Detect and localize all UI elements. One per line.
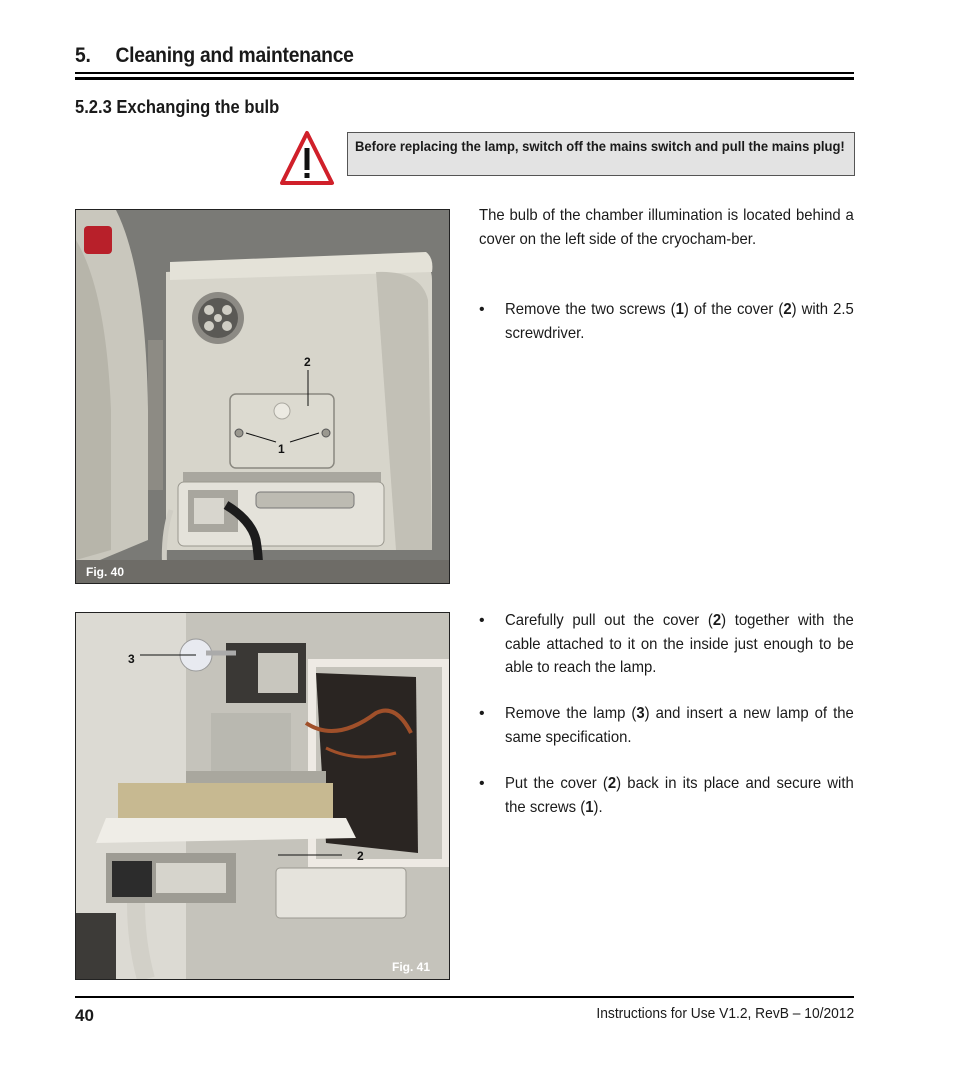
step-text: Remove the lamp (: [505, 705, 637, 722]
step-text: ) and insert a new lamp of the same specification.: [505, 705, 854, 746]
step-text: ) back in its place and secure with the screws (: [505, 775, 854, 816]
header-rule-thick: [75, 77, 854, 80]
figure-40: [75, 209, 450, 584]
chapter-heading: [75, 44, 354, 68]
figure-40-photo: [76, 210, 449, 583]
chapter-title: Cleaning and maintenance: [115, 44, 354, 67]
step-text: ).: [593, 798, 603, 816]
step-ref: 3: [636, 705, 645, 722]
bullet-icon: •: [479, 775, 485, 792]
document-info: Instructions for Use V1.2, RevB – 10/2012: [596, 1005, 854, 1022]
figure-41: [75, 612, 450, 980]
fig40-callout-1: 1: [278, 442, 285, 456]
step-text: ) with 2.5 screwdriver.: [505, 301, 854, 342]
step-text: Carefully pull out the cover (: [505, 612, 713, 629]
step-ref: 1: [675, 301, 684, 318]
step-ref: 2: [783, 301, 792, 318]
bullet-icon: •: [479, 301, 485, 318]
fig41-label: Fig. 41: [392, 960, 431, 974]
fig41-callout-2: 2: [357, 849, 364, 863]
fig40-label: Fig. 40: [86, 565, 125, 579]
step-ref: 1: [585, 798, 594, 816]
warning-text: Before replacing the lamp, switch off the mains switch and pull the mains plug!: [355, 138, 845, 154]
intro-text: The bulb of the chamber illumination is located behind a cover on the left side of the cryocham-ber.: [479, 207, 854, 248]
step-ref: 2: [607, 775, 617, 792]
warning-triangle-icon: [279, 130, 335, 186]
section-title: 5.2.3 Exchanging the bulb: [75, 97, 280, 117]
intro-paragraph: [479, 204, 854, 251]
fig41-callout-3: 3: [128, 652, 135, 666]
step-text: ) of the cover (: [683, 301, 784, 318]
bullet-icon: •: [479, 705, 485, 722]
page-number: 40: [75, 1006, 94, 1025]
step-text: Remove the two screws (: [505, 301, 676, 318]
figure-41-photo: [76, 613, 449, 979]
chapter-number: 5.: [75, 44, 91, 67]
header-rule-thin: [75, 72, 854, 74]
bullet-icon: •: [479, 612, 485, 629]
fig40-callout-2: 2: [304, 355, 311, 369]
step-ref: 2: [712, 612, 722, 629]
warning-box: [347, 132, 855, 176]
step-text: Put the cover (: [505, 775, 608, 792]
step-text: ) together with the cable attached to it on the inside just enough to be able to reach the lamp.: [505, 612, 854, 676]
footer-rule: [75, 996, 854, 998]
